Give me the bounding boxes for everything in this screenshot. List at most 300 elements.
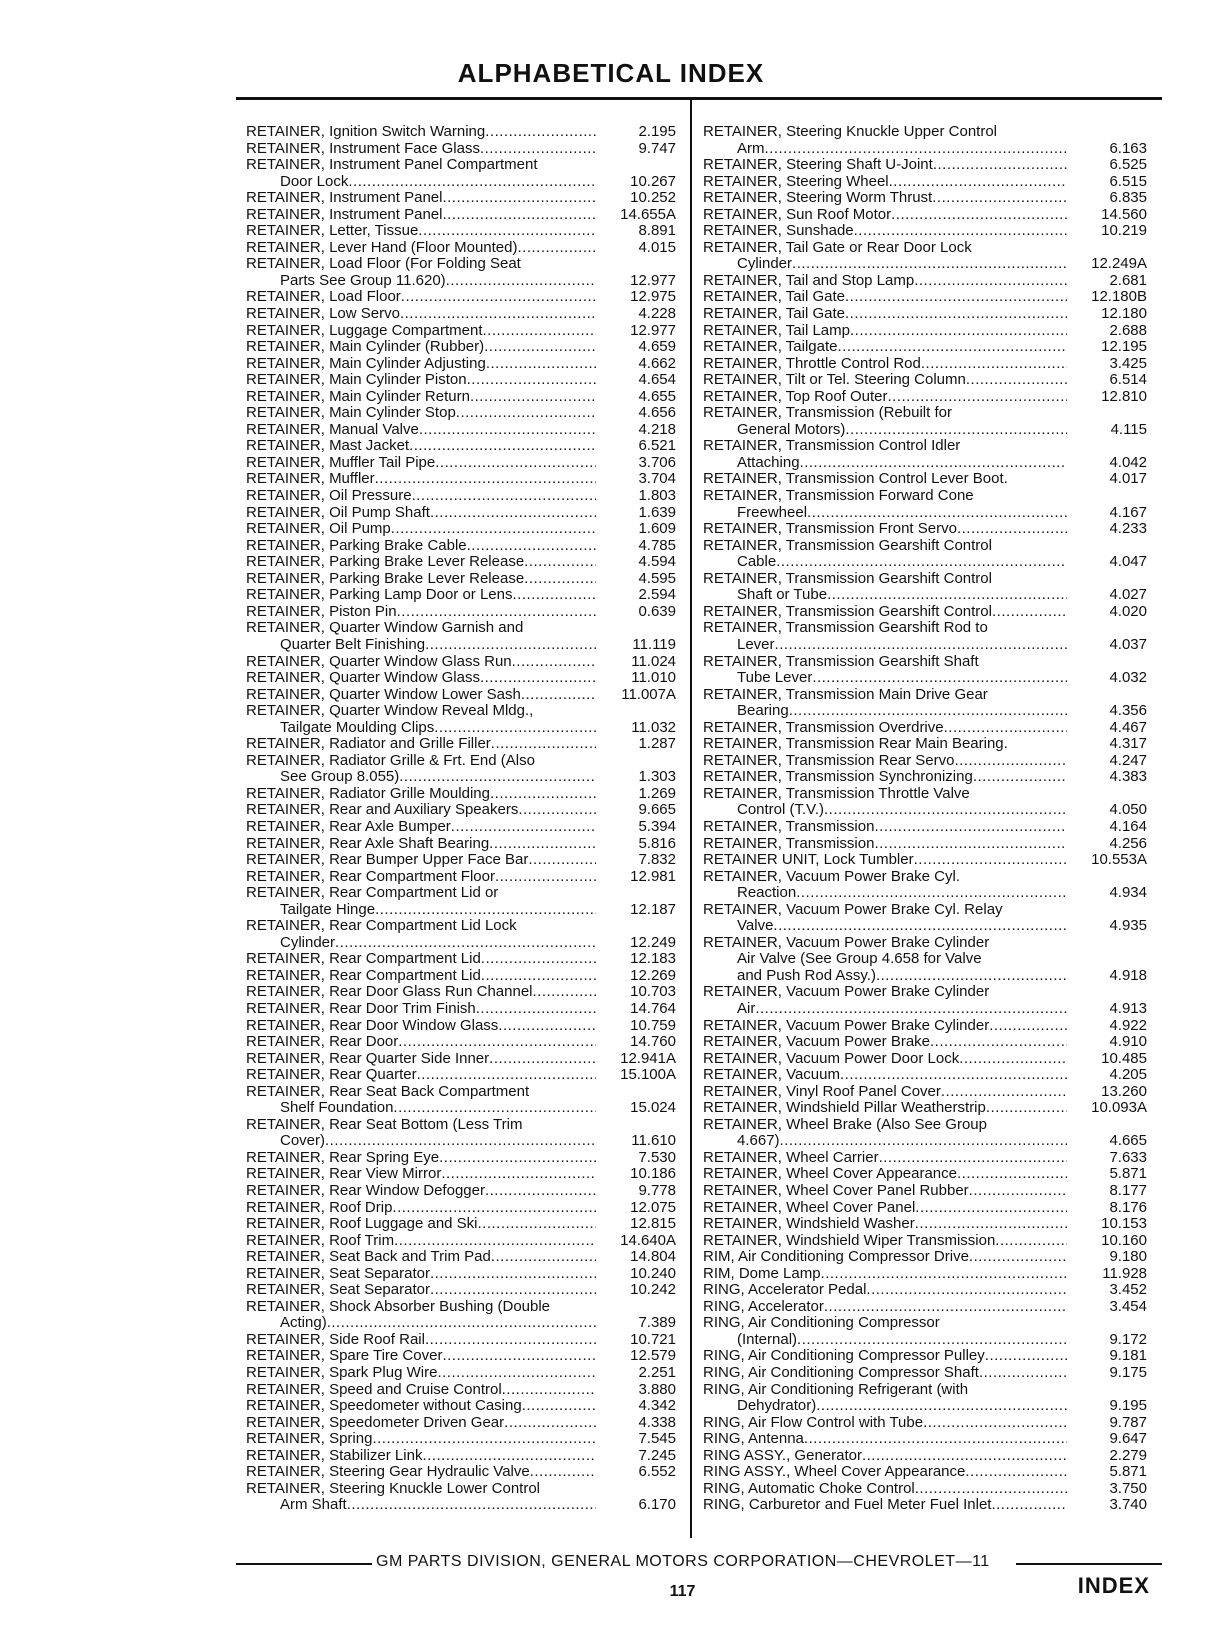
index-entry-page: 13.260 xyxy=(1101,1082,1147,1100)
index-entry-page: 4.037 xyxy=(1109,635,1147,653)
index-entry-page: 6.552 xyxy=(638,1463,676,1481)
index-entry xyxy=(703,1100,1147,1117)
index-entry-label: RING, Air Flow Control with Tube ..... xyxy=(703,1415,1067,1432)
index-entry-page: 4.922 xyxy=(1109,1016,1147,1034)
index-entry xyxy=(246,1200,676,1217)
index-entry xyxy=(703,637,1147,654)
index-entry-page: 4.656 xyxy=(638,404,676,422)
index-entry xyxy=(703,538,1147,555)
index-entry xyxy=(246,571,676,588)
index-entry xyxy=(703,190,1147,207)
index-entry xyxy=(246,190,676,207)
index-entry xyxy=(246,289,676,306)
index-entry-label: Cover) ..... xyxy=(246,1133,596,1150)
index-entry xyxy=(246,1233,676,1250)
index-entry-page: 4.167 xyxy=(1109,503,1147,521)
index-entry-label: RETAINER, Rear Seat Bottom (Less Trim xyxy=(246,1116,523,1133)
index-entry-page: 3.425 xyxy=(1109,354,1147,372)
index-entry-page: 3.740 xyxy=(1109,1496,1147,1514)
index-entry xyxy=(703,1398,1147,1415)
index-entry-page: 4.205 xyxy=(1109,1066,1147,1084)
index-entry-page: 10.240 xyxy=(630,1264,676,1282)
index-entry-page: 1.269 xyxy=(638,784,676,802)
index-entry xyxy=(703,1084,1147,1101)
index-entry xyxy=(703,571,1147,588)
index-entry xyxy=(246,935,676,952)
index-entry-label: RING, Air Conditioning Compressor Shaft ..... xyxy=(703,1365,1067,1382)
index-entry-page: 11.119 xyxy=(632,635,676,653)
index-entry xyxy=(246,604,676,621)
index-entry-label: RETAINER, Vacuum Power Brake Cylinder ..... xyxy=(703,1018,1067,1035)
index-entry-label: RETAINER, Rear Quarter ..... xyxy=(246,1067,596,1084)
index-entry-page: 12.269 xyxy=(630,966,676,984)
index-entry xyxy=(246,1034,676,1051)
index-entry-page: 12.249 xyxy=(630,933,676,951)
index-entry xyxy=(703,1348,1147,1365)
index-entry xyxy=(246,687,676,704)
index-entry-page: 14.655A xyxy=(620,205,676,223)
index-entry-label: RETAINER, Stabilizer Link ..... xyxy=(246,1448,596,1465)
index-entry-label: RETAINER, Seat Separator ..... xyxy=(246,1282,596,1299)
index-entry xyxy=(703,356,1147,373)
index-entry-label: RETAINER, Rear Spring Eye ..... xyxy=(246,1150,596,1167)
index-entry-page: 4.910 xyxy=(1109,1033,1147,1051)
index-entry-page: 14.804 xyxy=(630,1248,676,1266)
index-entry-label: RETAINER, Spring ..... xyxy=(246,1431,596,1448)
index-entry xyxy=(703,902,1147,919)
index-entry xyxy=(246,918,676,935)
index-entry-label: RETAINER, Vacuum Power Brake ..... xyxy=(703,1034,1067,1051)
index-entry xyxy=(246,1067,676,1084)
index-entry-label: RETAINER, Spark Plug Wire ..... xyxy=(246,1365,596,1382)
index-entry-label: RETAINER, Speed and Cruise Control ..... xyxy=(246,1382,596,1399)
index-entry xyxy=(703,1464,1147,1481)
index-entry-label: RETAINER, Tail and Stop Lamp ..... xyxy=(703,273,1067,290)
index-entry-label: RETAINER, Roof Drip ..... xyxy=(246,1200,596,1217)
index-entry xyxy=(703,604,1147,621)
index-entry-label: Arm ..... xyxy=(703,141,1067,158)
index-entry-label: RETAINER, Mast Jacket ..... xyxy=(246,438,596,455)
index-entry-page: 4.342 xyxy=(638,1397,676,1415)
index-entry xyxy=(246,637,676,654)
index-entry xyxy=(246,505,676,522)
index-entry-label: RETAINER, Parking Lamp Door or Lens ..... xyxy=(246,587,596,604)
index-entry-page: 9.747 xyxy=(638,139,676,157)
index-entry-page: 4.594 xyxy=(638,553,676,571)
index-entry xyxy=(246,1166,676,1183)
index-entry-label: RETAINER, Side Roof Rail ..... xyxy=(246,1332,596,1349)
index-entry xyxy=(246,1332,676,1349)
index-entry-label: RETAINER, Transmission Overdrive ..... xyxy=(703,720,1067,737)
index-entry-label: RETAINER, Rear Compartment Lid Lock xyxy=(246,918,517,935)
index-entry xyxy=(246,356,676,373)
index-entry-label: RETAINER, Rear Compartment Lid ..... xyxy=(246,951,596,968)
index-entry-label: RETAINER, Parking Brake Lever Release ..... xyxy=(246,571,596,588)
index-entry-label: Lever ..... xyxy=(703,637,1067,654)
index-entry-page: 4.785 xyxy=(638,536,676,554)
index-entry-label: RETAINER, Transmission Gearshift Control xyxy=(703,537,992,554)
index-entry xyxy=(246,538,676,555)
index-entry xyxy=(246,984,676,1001)
index-entry xyxy=(703,521,1147,538)
index-entry-label: RETAINER, Rear Axle Shaft Bearing ..... xyxy=(246,836,596,853)
index-entry xyxy=(246,157,676,174)
index-entry-label: Shaft or Tube ..... xyxy=(703,587,1067,604)
index-entry xyxy=(246,405,676,422)
index-entry-label: RETAINER, Letter, Tissue ..... xyxy=(246,223,596,240)
index-entry xyxy=(703,1133,1147,1150)
index-entry-page: 12.183 xyxy=(630,950,676,968)
index-entry-page: 1.303 xyxy=(638,768,676,786)
index-entry-label: Freewheel ..... xyxy=(703,505,1067,522)
index-entry-label: RETAINER, Main Cylinder Return ..... xyxy=(246,389,596,406)
index-entry-page: 9.647 xyxy=(1109,1430,1147,1448)
index-entry-label: RETAINER, Tail Gate ..... xyxy=(703,306,1067,323)
index-entry-page: 11.007A xyxy=(621,685,676,703)
index-entry xyxy=(703,323,1147,340)
index-entry-label: Cable ..... xyxy=(703,554,1067,571)
index-entry xyxy=(246,339,676,356)
index-entry-label: RETAINER, Vacuum Power Brake Cylinder xyxy=(703,934,990,951)
index-entry-label: Door Lock ..... xyxy=(246,174,596,191)
index-entry xyxy=(246,1282,676,1299)
index-entry-label: Tube Lever ..... xyxy=(703,670,1067,687)
index-entry xyxy=(703,620,1147,637)
index-entry-label: RETAINER, Speedometer Driven Gear ..... xyxy=(246,1415,596,1432)
index-entry xyxy=(246,968,676,985)
index-entry-label: RETAINER, Steering Knuckle Lower Control xyxy=(246,1480,541,1497)
index-entry xyxy=(703,306,1147,323)
index-entry-page: 6.163 xyxy=(1109,139,1147,157)
index-entry-label: RETAINER, Top Roof Outer ..... xyxy=(703,389,1067,406)
index-entry-page: 10.759 xyxy=(630,1016,676,1034)
index-entry-label: RETAINER, Wheel Cover Panel Rubber ..... xyxy=(703,1183,1067,1200)
index-entry-page: 15.024 xyxy=(630,1099,676,1117)
index-entry-page: 9.175 xyxy=(1109,1364,1147,1382)
index-entry xyxy=(246,736,676,753)
index-entry xyxy=(246,587,676,604)
column-divider xyxy=(690,100,692,1538)
index-entry-label: RETAINER, Wheel Cover Appearance ..... xyxy=(703,1166,1067,1183)
index-entry xyxy=(246,1481,676,1498)
index-entry-page: 4.164 xyxy=(1109,817,1147,835)
index-entry-label: Cylinder ..... xyxy=(703,256,1067,273)
index-entry-label: RETAINER, Transmission Control Lever Boot. xyxy=(703,471,1008,488)
index-entry xyxy=(246,488,676,505)
index-entry-page: 6.170 xyxy=(638,1496,676,1514)
index-entry-label: Parts See Group 11.620) ..... xyxy=(246,273,596,290)
index-entry xyxy=(703,935,1147,952)
index-entry xyxy=(703,1266,1147,1283)
index-entry xyxy=(703,703,1147,720)
index-entry xyxy=(703,141,1147,158)
index-entry-label: RETAINER, Steering Shaft U-Joint ..... xyxy=(703,157,1067,174)
index-entry xyxy=(703,1166,1147,1183)
index-entry-page: 2.594 xyxy=(638,586,676,604)
index-entry-label: RING, Carburetor and Fuel Meter Fuel Inlet ..... xyxy=(703,1497,1067,1514)
index-entry-label: RETAINER, Steering Worm Thrust ..... xyxy=(703,190,1067,207)
index-entry-label: RETAINER, Transmission Gearshift Shaft xyxy=(703,653,979,670)
index-entry xyxy=(246,1001,676,1018)
index-entry xyxy=(703,1051,1147,1068)
index-entry xyxy=(246,1348,676,1365)
index-entry xyxy=(703,836,1147,853)
index-entry-page: 12.941A xyxy=(620,1049,676,1067)
index-entry-label: RETAINER, Radiator Grille Moulding ..... xyxy=(246,786,596,803)
index-entry-page: 4.934 xyxy=(1109,884,1147,902)
index-entry-label: RETAINER, Sunshade ..... xyxy=(703,223,1067,240)
index-entry-page: 12.195 xyxy=(1101,338,1147,356)
index-entry xyxy=(703,505,1147,522)
index-entry-label: RETAINER, Rear and Auxiliary Speakers ..... xyxy=(246,802,596,819)
index-entry xyxy=(246,720,676,737)
index-entry-page: 3.750 xyxy=(1109,1479,1147,1497)
index-entry xyxy=(703,256,1147,273)
index-entry-label: RETAINER, Instrument Panel ..... xyxy=(246,207,596,224)
index-entry xyxy=(703,1497,1147,1514)
index-entry xyxy=(246,1133,676,1150)
index-entry-label: RETAINER, Wheel Brake (Also See Group xyxy=(703,1116,987,1133)
index-entry-label: RETAINER, Steering Gear Hydraulic Valve ..... xyxy=(246,1464,596,1481)
index-entry-label: 4.667) ..... xyxy=(703,1133,1067,1150)
index-entry xyxy=(246,1398,676,1415)
index-entry-label: RETAINER, Load Floor ..... xyxy=(246,289,596,306)
index-entry-page: 4.317 xyxy=(1109,735,1147,753)
index-entry xyxy=(246,885,676,902)
index-entry-page: 9.180 xyxy=(1109,1248,1147,1266)
index-entry xyxy=(246,438,676,455)
index-entry-page: 12.579 xyxy=(630,1347,676,1365)
index-entry xyxy=(246,207,676,224)
index-entry-page: 6.515 xyxy=(1109,172,1147,190)
index-entry-page: 14.560 xyxy=(1101,205,1147,223)
index-entry xyxy=(703,720,1147,737)
index-entry-page: 9.778 xyxy=(638,1182,676,1199)
index-entry-page: 4.338 xyxy=(638,1413,676,1431)
index-entry-page: 5.394 xyxy=(638,817,676,835)
index-entry xyxy=(703,736,1147,753)
index-entry-label: RETAINER, Low Servo ..... xyxy=(246,306,596,323)
index-entry-label: RETAINER, Quarter Window Garnish and xyxy=(246,620,524,637)
index-entry xyxy=(703,654,1147,671)
index-entry xyxy=(703,1249,1147,1266)
index-entry-label: Reaction ..... xyxy=(703,885,1067,902)
index-entry-page: 12.975 xyxy=(630,288,676,306)
index-entry-label: RETAINER, Parking Brake Lever Release ..... xyxy=(246,554,596,571)
index-entry xyxy=(703,240,1147,257)
index-entry-label: RETAINER, Quarter Window Glass ..... xyxy=(246,670,596,687)
index-entry-label: RETAINER, Roof Trim ..... xyxy=(246,1233,596,1250)
index-entry xyxy=(703,1200,1147,1217)
index-entry xyxy=(246,836,676,853)
index-entry-label: RETAINER, Rear Compartment Lid ..... xyxy=(246,968,596,985)
index-entry xyxy=(703,885,1147,902)
index-entry-page: 10.186 xyxy=(630,1165,676,1183)
index-entry-label: RETAINER, Instrument Panel ..... xyxy=(246,190,596,207)
index-entry xyxy=(246,174,676,191)
index-entry-label: RETAINER, Windshield Pillar Weatherstrip ..... xyxy=(703,1100,1067,1117)
index-entry-label: RETAINER, Tailgate ..... xyxy=(703,339,1067,356)
index-entry-label: RETAINER, Transmission Rear Servo ..... xyxy=(703,753,1067,770)
index-entry xyxy=(703,389,1147,406)
index-entry-page: 9.172 xyxy=(1109,1330,1147,1348)
index-entry-label: RETAINER, Quarter Window Reveal Mldg., xyxy=(246,703,534,720)
index-entry-label: RETAINER, Quarter Window Glass Run ..... xyxy=(246,654,596,671)
index-entry-label: RETAINER, Tail Gate or Rear Door Lock xyxy=(703,239,972,256)
index-entry-page: 5.871 xyxy=(1109,1165,1147,1183)
index-entry-page: 12.810 xyxy=(1101,387,1147,405)
index-entry xyxy=(703,1448,1147,1465)
index-entry xyxy=(703,471,1147,488)
index-entry-page: 10.160 xyxy=(1101,1231,1147,1249)
index-entry-page: 12.977 xyxy=(630,271,676,289)
index-entry xyxy=(246,951,676,968)
index-entry-label: RING, Automatic Choke Control ..... xyxy=(703,1481,1067,1498)
index-entry-label: RETAINER, Transmission Gearshift Rod to xyxy=(703,620,988,637)
index-entry-page: 10.553A xyxy=(1091,851,1147,869)
index-entry-label: RETAINER, Rear Seat Back Compartment xyxy=(246,1083,530,1100)
index-entry-label: RING, Air Conditioning Compressor xyxy=(703,1315,940,1332)
index-entry xyxy=(246,703,676,720)
footer-rule-right xyxy=(1016,1563,1162,1565)
index-entry xyxy=(703,488,1147,505)
index-entry-label: RETAINER, Wheel Cover Panel ..... xyxy=(703,1200,1067,1217)
index-entry xyxy=(703,438,1147,455)
index-entry-label: RETAINER, Quarter Window Lower Sash ..... xyxy=(246,687,596,704)
index-entry-label: RETAINER, Throttle Control Rod ..... xyxy=(703,356,1067,373)
index-entry xyxy=(246,240,676,257)
index-entry xyxy=(246,1249,676,1266)
index-entry xyxy=(703,339,1147,356)
index-entry-label: RETAINER, Transmission ..... xyxy=(703,819,1067,836)
index-entry xyxy=(703,289,1147,306)
index-entry xyxy=(703,1034,1147,1051)
index-entry-page: 4.383 xyxy=(1109,768,1147,786)
index-entry xyxy=(703,951,1147,968)
index-entry xyxy=(703,1216,1147,1233)
index-entry xyxy=(246,902,676,919)
index-entry-label: RETAINER, Steering Wheel ..... xyxy=(703,174,1067,191)
index-entry-label: RIM, Air Conditioning Compressor Drive ..... xyxy=(703,1249,1067,1266)
index-entry-page: 4.020 xyxy=(1109,602,1147,620)
index-entry-page: 9.787 xyxy=(1109,1413,1147,1431)
index-entry-page: 10.267 xyxy=(630,172,676,190)
index-entry-label: RETAINER, Transmission Rear Main Bearing. xyxy=(703,736,1008,753)
index-entry xyxy=(246,256,676,273)
index-entry-label: RETAINER, Shock Absorber Bushing (Double xyxy=(246,1298,551,1315)
index-entry-page: 14.640A xyxy=(620,1231,676,1249)
index-entry-page: 11.928 xyxy=(1102,1264,1147,1282)
index-entry-page: 4.218 xyxy=(638,420,676,438)
index-entry-page: 4.027 xyxy=(1109,586,1147,604)
index-entry xyxy=(703,1183,1147,1200)
index-entry-label: RETAINER, Transmission Gearshift Control ..... xyxy=(703,604,1067,621)
index-entry-page: 14.764 xyxy=(630,999,676,1017)
index-entry xyxy=(246,1382,676,1399)
index-entry-label: Acting) ..... xyxy=(246,1315,596,1332)
index-entry-page: 7.633 xyxy=(1109,1148,1147,1166)
index-entry xyxy=(703,1001,1147,1018)
index-entry-page: 3.452 xyxy=(1109,1281,1147,1299)
index-entry-page: 4.655 xyxy=(638,387,676,405)
index-entry-label: RETAINER, Vinyl Roof Panel Cover ..... xyxy=(703,1084,1067,1101)
index-entry xyxy=(703,587,1147,604)
index-entry-label: RETAINER, Rear Compartment Lid or xyxy=(246,885,499,902)
index-entry-label: RING, Air Conditioning Compressor Pulley ..... xyxy=(703,1348,1067,1365)
index-entry-page: 11.610 xyxy=(631,1132,676,1150)
index-entry-page: 3.706 xyxy=(638,453,676,471)
index-entry-label: RETAINER, Steering Knuckle Upper Control xyxy=(703,124,998,140)
index-entry-label: RETAINER, Vacuum Power Brake Cylinder xyxy=(703,984,990,1001)
index-entry-label: RETAINER, Tilt or Tel. Steering Column ..... xyxy=(703,372,1067,389)
index-entry-page: 5.816 xyxy=(638,834,676,852)
index-column-left xyxy=(246,124,676,1514)
index-entry-label: RETAINER, Oil Pump ..... xyxy=(246,521,596,538)
index-entry xyxy=(246,769,676,786)
index-entry-page: 6.525 xyxy=(1109,156,1147,174)
index-entry-page: 12.249A xyxy=(1091,255,1147,273)
index-entry xyxy=(246,1415,676,1432)
index-entry-label: RETAINER, Vacuum Power Door Lock ..... xyxy=(703,1051,1067,1068)
index-entry-page: 8.177 xyxy=(1109,1182,1147,1199)
index-entry-label: RETAINER, Vacuum ..... xyxy=(703,1067,1067,1084)
index-entry-page: 12.187 xyxy=(630,900,676,918)
index-entry-page: 1.609 xyxy=(638,520,676,538)
index-entry-label: RETAINER, Piston Pin ..... xyxy=(246,604,596,621)
index-entry xyxy=(246,455,676,472)
index-entry-label: RETAINER, Luggage Compartment ..... xyxy=(246,323,596,340)
index-entry-label: RING, Air Conditioning Refrigerant (with xyxy=(703,1381,969,1398)
index-entry-page: 3.454 xyxy=(1109,1297,1147,1315)
index-entry-page: 14.760 xyxy=(630,1033,676,1051)
index-entry xyxy=(246,1299,676,1316)
index-entry-label: RETAINER, Rear Bumper Upper Face Bar ..... xyxy=(246,852,596,869)
index-entry-label: General Motors) ..... xyxy=(703,422,1067,439)
index-entry-label: RETAINER, Transmission Front Servo ..... xyxy=(703,521,1067,538)
index-entry-page: 11.010 xyxy=(631,669,676,687)
index-entry-label: RETAINER, Instrument Panel Compartment xyxy=(246,157,538,174)
index-entry-label: Shelf Foundation ..... xyxy=(246,1100,596,1117)
index-entry-page: 12.977 xyxy=(630,321,676,339)
index-entry-page: 7.389 xyxy=(638,1314,676,1332)
index-entry xyxy=(703,1415,1147,1432)
index-entry xyxy=(246,1117,676,1134)
index-entry-label: RETAINER, Transmission Forward Cone xyxy=(703,488,974,505)
index-entry-page: 12.075 xyxy=(630,1198,676,1216)
index-entry xyxy=(246,1051,676,1068)
index-entry xyxy=(246,1216,676,1233)
index-entry xyxy=(703,455,1147,472)
index-entry xyxy=(703,802,1147,819)
index-entry-page: 4.050 xyxy=(1109,801,1147,819)
index-entry-label: RETAINER, Tail Lamp ..... xyxy=(703,323,1067,340)
index-entry xyxy=(703,786,1147,803)
index-entry xyxy=(703,1365,1147,1382)
index-entry-label: RETAINER, Rear Axle Bumper ..... xyxy=(246,819,596,836)
index-entry xyxy=(703,1315,1147,1332)
index-entry-page: 2.251 xyxy=(638,1364,676,1382)
index-entry xyxy=(246,1365,676,1382)
index-entry-label: Control (T.V.) ..... xyxy=(703,802,1067,819)
index-entry-label: RETAINER, Tail Gate ..... xyxy=(703,289,1067,306)
index-entry xyxy=(703,1067,1147,1084)
index-entry-page: 8.891 xyxy=(638,222,676,240)
index-entry-label: RETAINER, Parking Brake Cable ..... xyxy=(246,538,596,555)
index-entry xyxy=(246,1431,676,1448)
index-entry xyxy=(246,852,676,869)
index-entry-label: Bearing ..... xyxy=(703,703,1067,720)
index-entry xyxy=(246,471,676,488)
